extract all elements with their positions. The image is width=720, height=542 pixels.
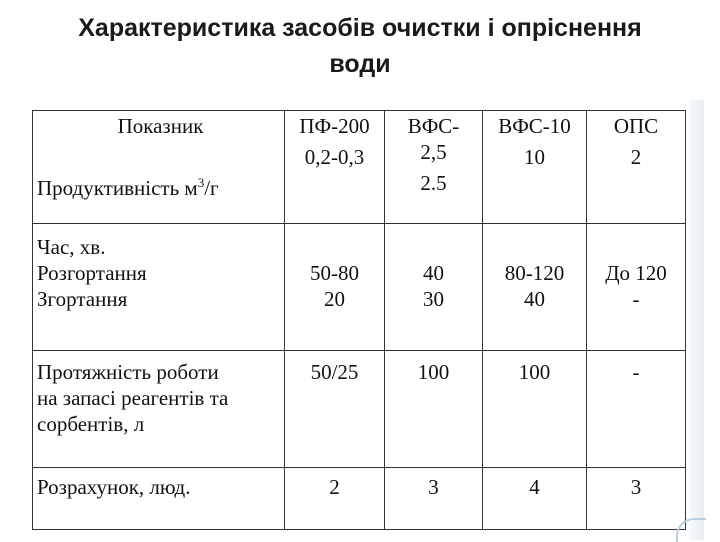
crew-label-cell xyxy=(33,468,285,530)
fold-time: 20 xyxy=(324,287,345,311)
time-cell xyxy=(285,224,385,351)
duration-label-line: сорбентів, л xyxy=(37,412,145,436)
duration-cell xyxy=(587,351,686,468)
column-header: ВФС- xyxy=(407,114,460,138)
duration-cell xyxy=(483,351,587,468)
duration-value: 100 xyxy=(518,360,551,384)
table-row xyxy=(33,351,686,468)
productivity-label: Продуктивність $м^3/г$ xyxy=(37,175,219,200)
table-row xyxy=(33,468,686,530)
crew-cell xyxy=(483,468,587,530)
duration-cell xyxy=(285,351,385,468)
slide-title xyxy=(20,10,700,82)
deploy-label: Розгортання xyxy=(37,261,147,285)
table-row xyxy=(33,224,686,351)
time-cell xyxy=(483,224,587,351)
productivity-value: 10 xyxy=(524,145,545,169)
duration-value: 50/25 xyxy=(310,360,359,384)
device-column-ops xyxy=(587,111,686,224)
parameter-header-cell xyxy=(33,111,285,224)
crew-value: 3 xyxy=(428,475,439,499)
column-header: ПФ-200 xyxy=(299,114,370,138)
productivity-value: 2.5 xyxy=(420,171,447,195)
duration-label-cell xyxy=(33,351,285,468)
crew-value: 2 xyxy=(329,475,340,499)
productivity-value: 2 xyxy=(630,145,642,169)
crew-label: Розрахунок, люд. xyxy=(37,475,191,499)
device-column-pf200 xyxy=(285,111,385,224)
crew-cell xyxy=(285,468,385,530)
fold-time: 30 xyxy=(423,287,444,311)
table-container xyxy=(32,110,685,515)
device-column-vfs25: ВФС- 2,5 2.5 xyxy=(385,111,483,224)
duration-label-line: Протяжність роботи xyxy=(37,360,219,384)
productivity-value: 0,2-0,3 xyxy=(304,145,365,169)
deploy-time: До 120 xyxy=(605,261,667,285)
parameter-column-header: Показник xyxy=(117,114,204,138)
crew-cell xyxy=(587,468,686,530)
duration-value: - xyxy=(632,360,640,384)
deploy-time: 40 xyxy=(423,261,444,285)
column-header: ВФС-10 xyxy=(498,114,571,138)
deploy-time: 50-80 xyxy=(310,261,359,285)
time-label: Час, хв. xyxy=(37,235,106,259)
duration-label-line: на запасі реагентів та xyxy=(37,386,229,410)
characteristics-table xyxy=(32,110,686,530)
fold-time: 40 xyxy=(524,287,545,311)
duration-value: 100 xyxy=(417,360,450,384)
device-column-vfs10 xyxy=(483,111,587,224)
fold-time: - xyxy=(632,287,640,311)
time-cell xyxy=(587,224,686,351)
side-decor-bar xyxy=(690,100,704,540)
duration-cell xyxy=(385,351,483,468)
fold-label: Згортання xyxy=(37,287,128,311)
crew-value: 3 xyxy=(630,475,642,499)
time-label-cell xyxy=(33,224,285,351)
slide-title-line-2: води xyxy=(329,50,391,78)
time-cell xyxy=(385,224,483,351)
deploy-time: 80-120 xyxy=(504,261,565,285)
crew-value: 4 xyxy=(529,475,540,499)
slide-title-line-1: Характеристика засобів очистки і опріснення xyxy=(78,14,642,42)
column-header: ОПС xyxy=(613,114,659,138)
crew-cell xyxy=(385,468,483,530)
table-row xyxy=(33,111,686,224)
